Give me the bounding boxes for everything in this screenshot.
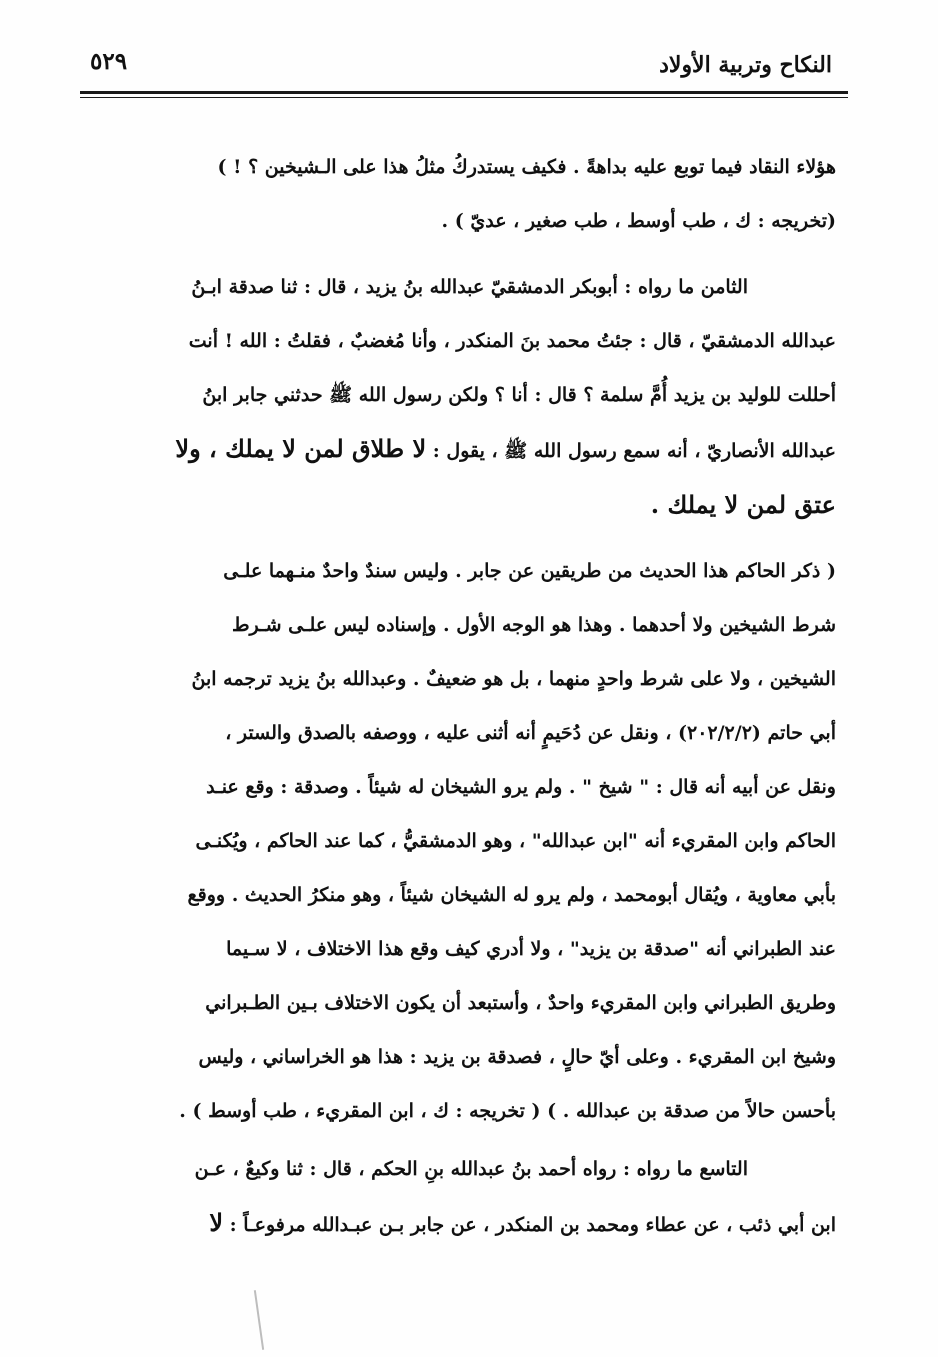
text-line: أحللت للوليد بن يزيد أُمَّ سلمة ؟ قال : أنا ؟ ولكن رسول الله ﷺ حدثني جابر ابنُ (202, 384, 836, 406)
text-line: وشيخ ابن المقريء . وعلى أيّ حالٍ ، فصدقة بن يزيد : هذا هو الخراساني ، وليس (198, 1046, 836, 1068)
paragraph-4 (84, 1142, 836, 1252)
header-rule-thick (80, 91, 848, 94)
page-header (80, 44, 848, 96)
paragraph-1 (84, 140, 836, 248)
text-line: الشيخين ، ولا على شرط واحدٍ منهما ، بل هو ضعيفٌ . وعبدالله بنُ يزيد ترجمه ابنُ (191, 668, 836, 690)
text-line: ( ذكر الحاكم هذا الحديث من طريقين عن جابر . وليس سندٌ واحدٌ منـهما علـى (223, 560, 836, 582)
text-line: الحاكم وابن المقريء أنه "ابن عبدالله" ، وهو الدمشقيُّ ، كما عند الحاكم ، ويُكنـى (195, 830, 836, 852)
text-line: عند الطبراني أنه "صدقة بن يزيد" ، ولا أدري كيف وقع هذا الاختلاف ، لا سـيما (226, 938, 836, 960)
text-line (84, 422, 836, 478)
text-line: (تخريجه : ك ، طب أوسط ، طب صغير ، عديّ ) . (441, 210, 836, 232)
text-line (84, 1196, 836, 1252)
page-number: ٥٢٩ (90, 48, 128, 75)
text-line: عبدالله الدمشقيّ ، قال : جئتُ محمد بنَ المنكدر ، وأنا مُغضبٌ ، فقلتُ : الله ! أنت (188, 330, 836, 352)
hadith-text: لا (209, 1208, 224, 1237)
running-title: النكاح وتربية الأولاد (659, 52, 832, 78)
hadith-text-line: عتق لمن لا يملك . (650, 490, 836, 519)
header-rule-thin (80, 97, 848, 98)
text-run: عبدالله الأنصاريّ ، أنه سمع رسول الله ﷺ ، يقول : (426, 440, 836, 462)
paragraph-2 (84, 260, 836, 532)
text-run: ابن أبي ذئب ، عن عطاء ومحمد بن المنكدر ، عن جابر بـن عبـدالله مرفوعـاً : (223, 1214, 836, 1236)
text-line: وطريق الطبراني وابن المقريء واحدٌ ، وأستبعد أن يكون الاختلاف بـين الطـبراني (205, 992, 836, 1014)
paragraph-gap (84, 248, 836, 260)
text-line: الثامن ما رواه : أبوبكر الدمشقيّ عبدالله بنُ يزيد ، قال : ثنا صدقة ابـنُ (191, 276, 748, 298)
paragraph-3 (84, 544, 836, 1138)
hadith-text: لا طلاق لمن لا يملك ، ولا (175, 434, 427, 463)
scan-artifact-mark (254, 1290, 264, 1350)
text-line: بأبي معاوية ، ويُقال أبومحمد ، ولم يرو له الشيخان شيئاً ، وهو منكرُ الحديث . ووقع (187, 884, 836, 906)
text-line: هؤلاء النقاد فيما توبع عليه بداهةً . فكيف يستدركُ مثلُ هذا على الـشيخين ؟ ! ) (217, 156, 836, 178)
text-line: التاسع ما رواه : رواه أحمد بنُ عبدالله بنِ الحكم ، قال : ثنا وكيعٌ ، عـن (194, 1158, 748, 1180)
paragraph-gap (84, 532, 836, 544)
text-line: بأحسن حالاً من صدقة بن عبدالله . ) ( تخريجه : ك ، ابن المقريء ، طب أوسط ) . (179, 1100, 836, 1122)
text-line: ونقل عن أبيه أنه قال : " شيخ " . ولم يرو الشيخان له شيئاً . وصدقة : وقع عنـد (206, 776, 836, 798)
text-line: شرط الشيخين ولا أحدهما . وهذا هو الوجه الأول . وإسناده ليس علـى شـرط (231, 614, 836, 636)
text-line: أبي حاتم (٢٠٢/٢/٢) ، ونقل عن دُحَيمٍ أنه أثنى عليه ، ووصفه بالصدق والستر ، (225, 722, 836, 744)
page-body (84, 140, 836, 1252)
